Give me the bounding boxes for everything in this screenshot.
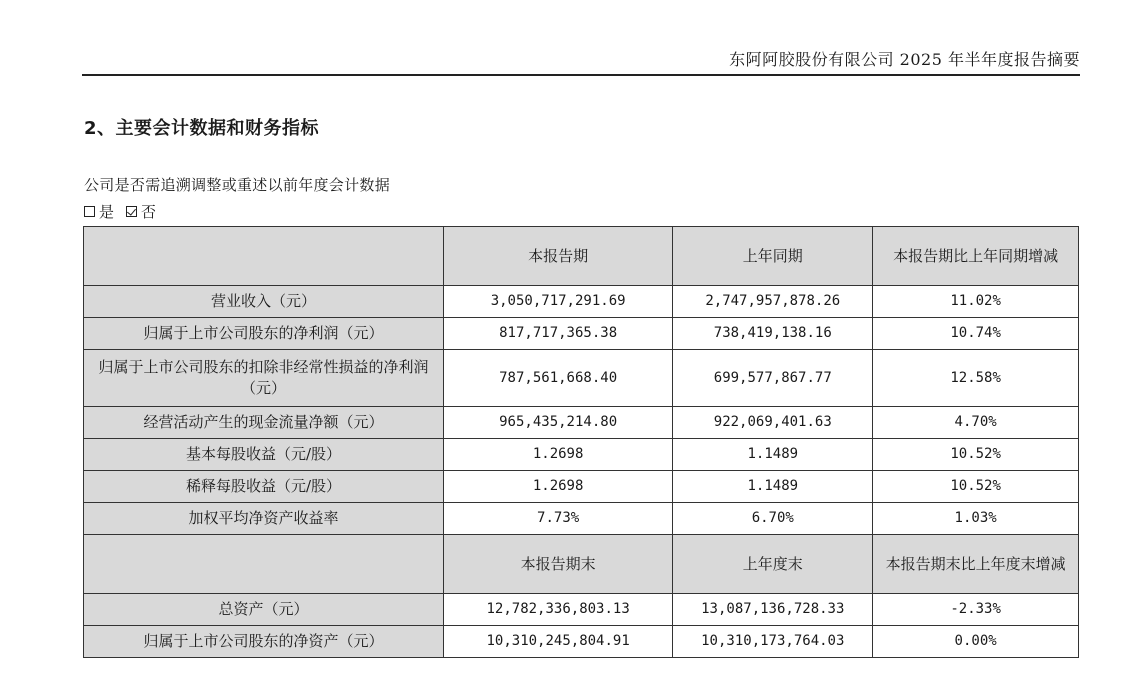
row-label: 基本每股收益（元/股） bbox=[84, 439, 444, 471]
header-period-end: 本报告期末 bbox=[443, 535, 672, 594]
restatement-answer bbox=[84, 201, 166, 222]
option-no-label: 否 bbox=[141, 203, 157, 221]
header-prior-period: 上年同期 bbox=[673, 227, 873, 286]
cell-change: 1.03% bbox=[873, 503, 1079, 535]
row-label: 加权平均净资产收益率 bbox=[84, 503, 444, 535]
row-label: 营业收入（元） bbox=[84, 286, 444, 318]
cell-change: 4.70% bbox=[873, 407, 1079, 439]
cell-change: 0.00% bbox=[873, 626, 1079, 658]
cell-current: 3,050,717,291.69 bbox=[443, 286, 672, 318]
cell-prior: 738,419,138.16 bbox=[673, 318, 873, 350]
report-title: 东阿阿胶股份有限公司 2025 年半年度报告摘要 bbox=[729, 50, 1080, 69]
row-label: 归属于上市公司股东的净资产（元） bbox=[84, 626, 444, 658]
cell-prior: 2,747,957,878.26 bbox=[673, 286, 873, 318]
table-row bbox=[84, 439, 1079, 471]
table-row bbox=[84, 318, 1079, 350]
cell-prior: 10,310,173,764.03 bbox=[673, 626, 873, 658]
section-title: 2、主要会计数据和财务指标 bbox=[84, 118, 320, 139]
header-prior-year-end: 上年度末 bbox=[673, 535, 873, 594]
row-label: 稀释每股收益（元/股） bbox=[84, 471, 444, 503]
cell-prior: 1.1489 bbox=[673, 471, 873, 503]
cell-prior: 699,577,867.77 bbox=[673, 350, 873, 407]
row-label: 归属于上市公司股东的净利润（元） bbox=[84, 318, 444, 350]
page-header bbox=[82, 48, 1080, 76]
cell-change: 11.02% bbox=[873, 286, 1079, 318]
cell-current: 817,717,365.38 bbox=[443, 318, 672, 350]
table-row bbox=[84, 626, 1079, 658]
header-corner-cell bbox=[84, 227, 444, 286]
table-row bbox=[84, 503, 1079, 535]
restatement-question: 公司是否需追溯调整或重述以前年度会计数据 bbox=[84, 176, 391, 194]
cell-prior: 922,069,401.63 bbox=[673, 407, 873, 439]
cell-change: 10.52% bbox=[873, 471, 1079, 503]
cell-current: 12,782,336,803.13 bbox=[443, 594, 672, 626]
table-subheader-row bbox=[84, 535, 1079, 594]
checkbox-no-checked[interactable] bbox=[126, 206, 137, 217]
table-row bbox=[84, 594, 1079, 626]
cell-prior: 13,087,136,728.33 bbox=[673, 594, 873, 626]
cell-change: 12.58% bbox=[873, 350, 1079, 407]
option-yes-label: 是 bbox=[99, 203, 115, 221]
cell-current: 10,310,245,804.91 bbox=[443, 626, 672, 658]
cell-current: 1.2698 bbox=[443, 439, 672, 471]
table-row bbox=[84, 350, 1079, 407]
header-current-period: 本报告期 bbox=[443, 227, 672, 286]
subheader-corner-cell bbox=[84, 535, 444, 594]
header-change: 本报告期比上年同期增减 bbox=[873, 227, 1079, 286]
checkbox-yes[interactable] bbox=[84, 206, 95, 217]
row-label: 经营活动产生的现金流量净额（元） bbox=[84, 407, 444, 439]
row-label: 总资产（元） bbox=[84, 594, 444, 626]
cell-current: 787,561,668.40 bbox=[443, 350, 672, 407]
row-label: 归属于上市公司股东的扣除非经常性损益的净利润（元） bbox=[84, 350, 444, 407]
cell-current: 1.2698 bbox=[443, 471, 672, 503]
cell-prior: 6.70% bbox=[673, 503, 873, 535]
cell-change: 10.74% bbox=[873, 318, 1079, 350]
cell-current: 7.73% bbox=[443, 503, 672, 535]
cell-change: -2.33% bbox=[873, 594, 1079, 626]
header-period-end-change: 本报告期末比上年度末增减 bbox=[873, 535, 1079, 594]
table-row bbox=[84, 471, 1079, 503]
table-row bbox=[84, 407, 1079, 439]
table-header-row bbox=[84, 227, 1079, 286]
cell-prior: 1.1489 bbox=[673, 439, 873, 471]
cell-current: 965,435,214.80 bbox=[443, 407, 672, 439]
financial-indicators-table bbox=[83, 226, 1079, 658]
table-row bbox=[84, 286, 1079, 318]
cell-change: 10.52% bbox=[873, 439, 1079, 471]
